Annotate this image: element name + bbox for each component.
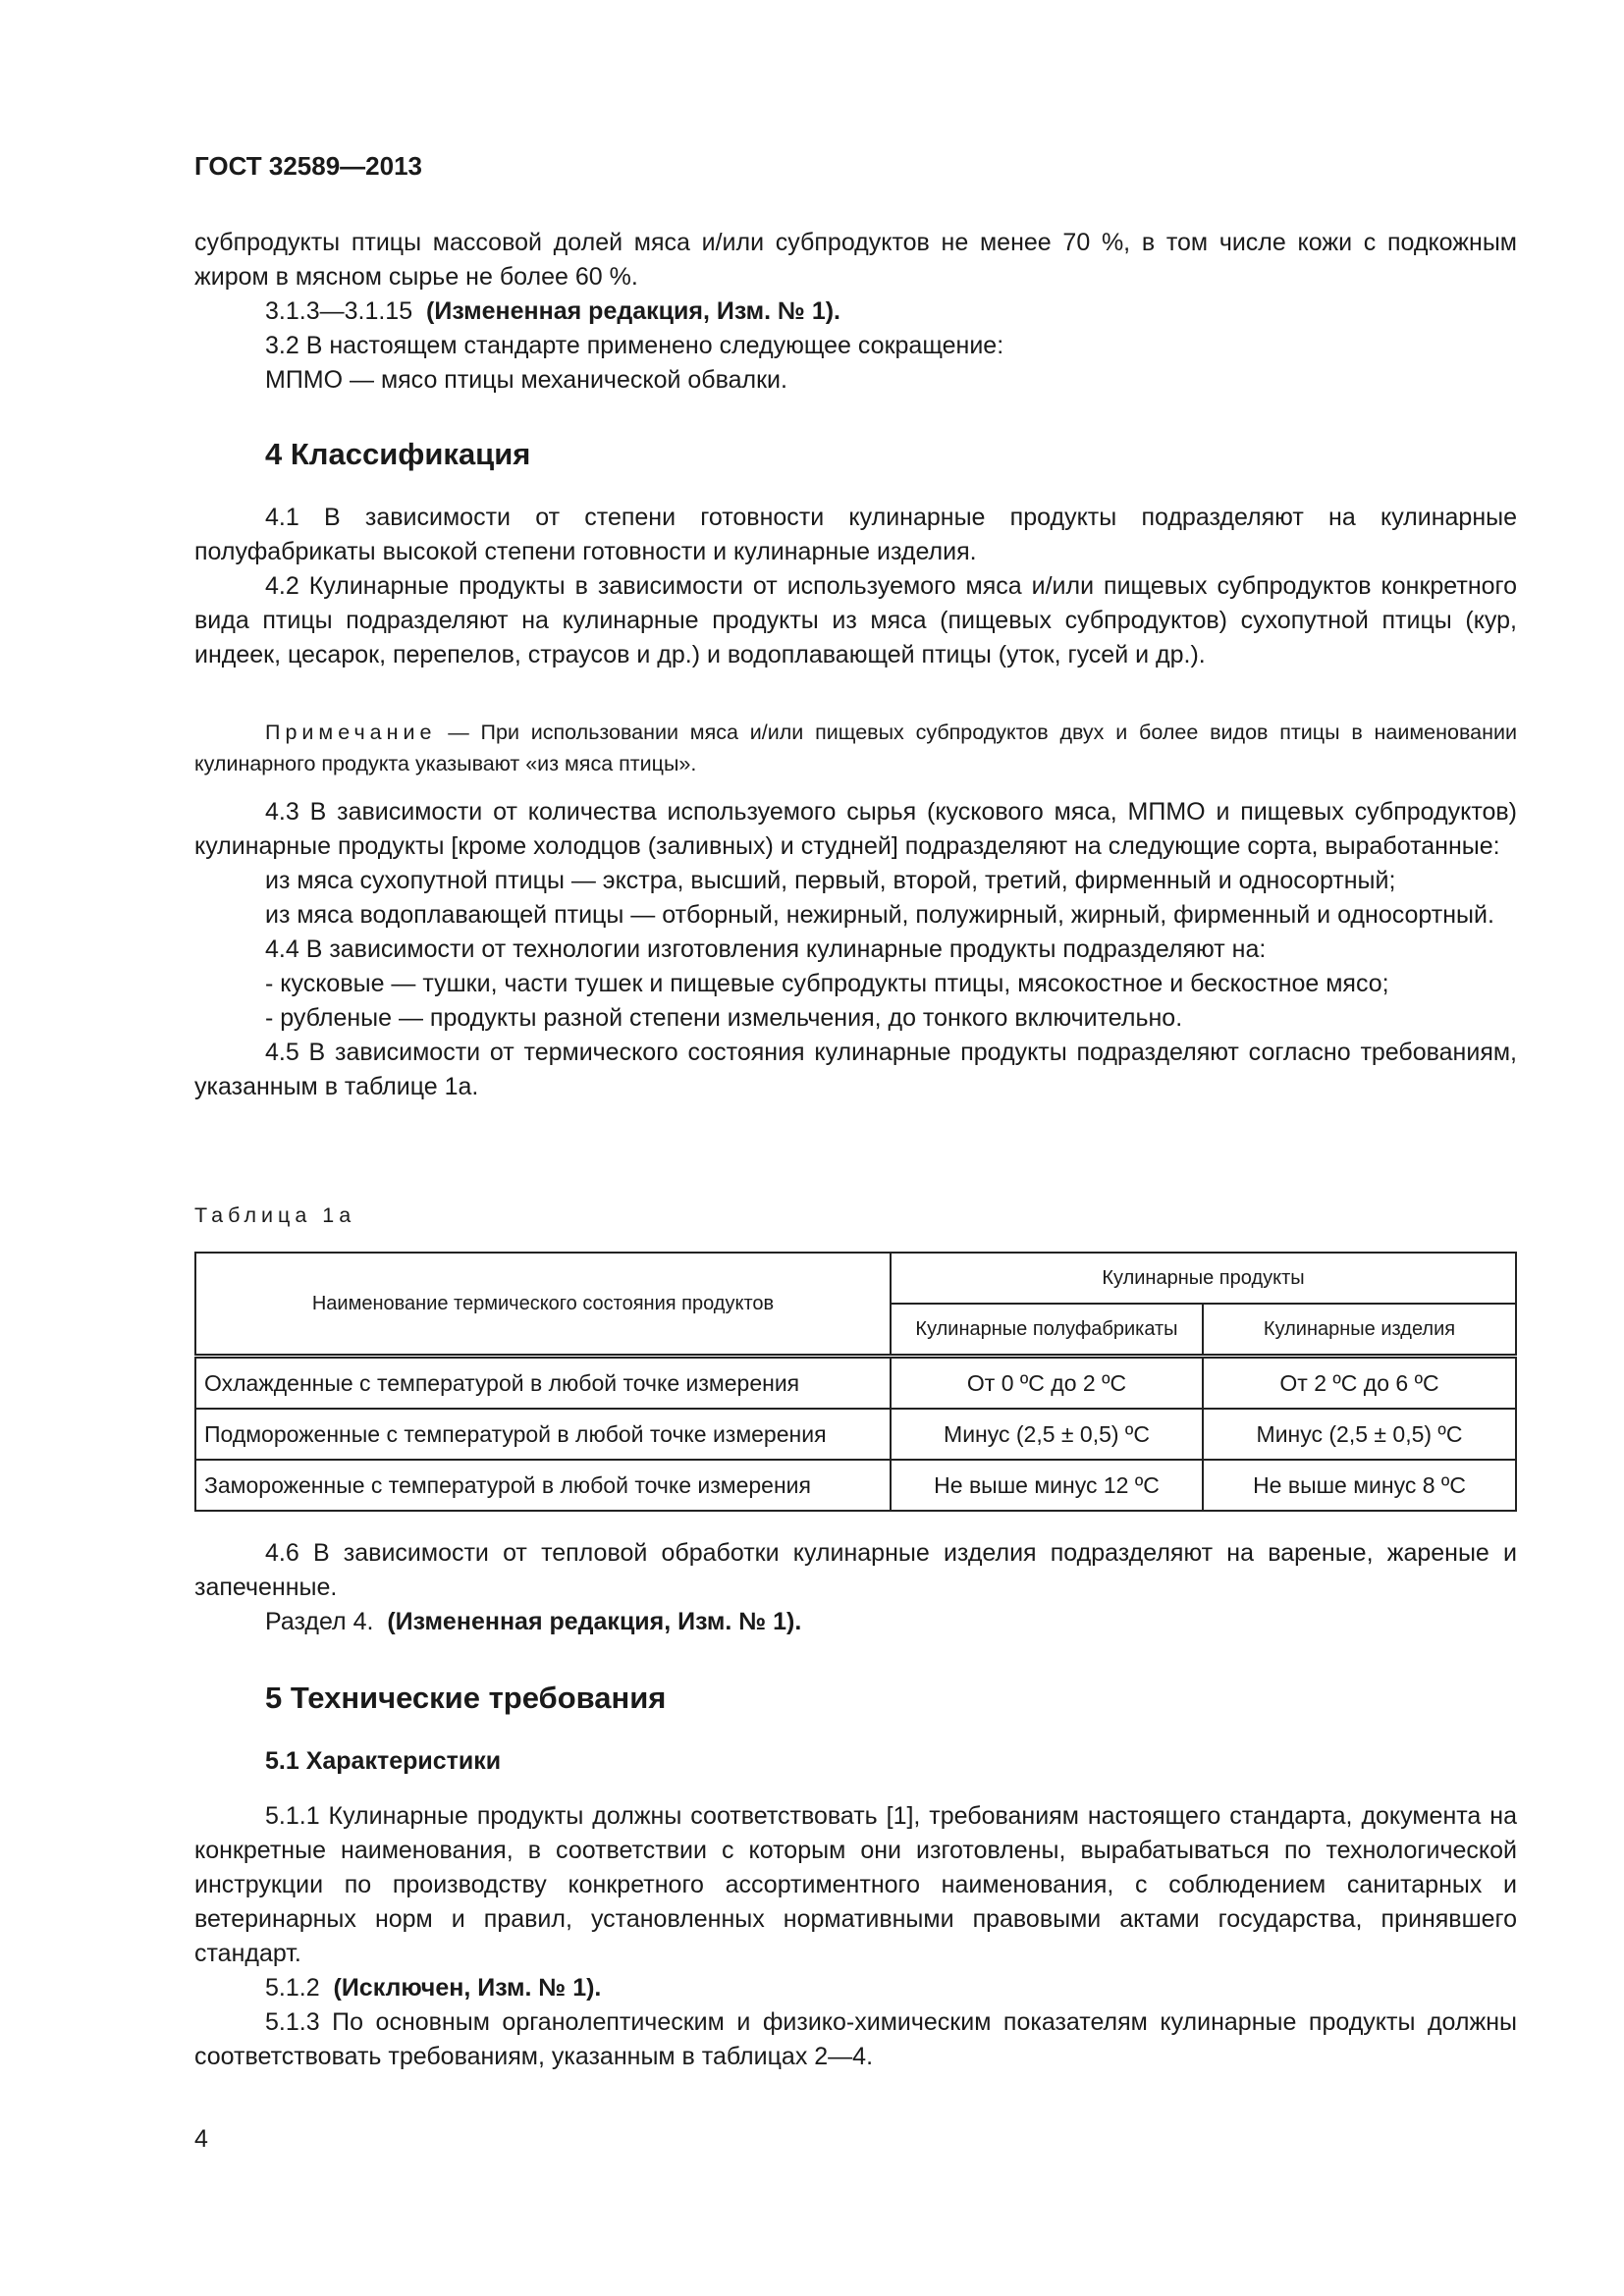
note	[194, 717, 1517, 779]
table-row	[195, 1460, 1516, 1511]
table-1a	[194, 1252, 1517, 1512]
paragraph	[194, 1971, 1517, 2005]
table-cell: Замороженные с температурой в любой точке измерения	[195, 1460, 891, 1511]
section-5-body	[194, 1799, 1517, 2074]
table-cell: Подмороженные с температурой в любой точке измерения	[195, 1409, 891, 1460]
paragraph: из мяса водоплавающей птицы — отборный, нежирный, полужирный, жирный, фирменный и односортный.	[265, 901, 1494, 929]
table-caption-wrap	[194, 1200, 1517, 1231]
paragraph: 4.4 В зависимости от технологии изготовления кулинарные продукты подразделяют на:	[265, 935, 1267, 963]
note-label: Примечание	[265, 721, 437, 744]
section-4-body	[194, 501, 1517, 672]
section-heading: 5 Технические требования	[265, 1681, 667, 1715]
section-4-heading-wrap	[194, 437, 1517, 472]
section-heading: 4 Классификация	[265, 437, 531, 471]
paragraph: 4.3 В зависимости от количества используемого сырья (кускового мяса, МПМО и пищевых субпродуктов) кулинарные продукты [кроме холодцов (заливных) и студней] подразделяют на следующие сорта, выработанные:	[194, 798, 1517, 860]
column-header: Наименование термического состояния продуктов	[195, 1253, 891, 1357]
column-group-header: Кулинарные продукты	[891, 1253, 1516, 1304]
amendment-note: (Измененная редакция, Изм. № 1).	[387, 1608, 802, 1635]
note-body: — При использовании мяса и/или пищевых субпродуктов двух и более видов птицы в наименовании кулинарного продукта указывают «из мяса птицы».	[194, 721, 1517, 775]
table-row	[195, 1357, 1516, 1410]
page-number: 4	[194, 2125, 208, 2153]
clause-number: 5.1.2	[265, 1974, 320, 2002]
paragraph: 5.1.3 По основным органолептическим и физико-химическим показателям кулинарные продукты должны соответствовать требованиям, указанным в таблицах 2—4.	[194, 2008, 1517, 2070]
paragraph: 4.1 В зависимости от степени готовности кулинарные продукты подразделяют на кулинарные полуфабрикаты высокой степени готовности и кулинарные изделия.	[194, 504, 1517, 565]
subsection-heading-wrap	[194, 1747, 1517, 1776]
table-cell: Минус (2,5 ± 0,5) ºС	[891, 1409, 1203, 1460]
paragraph: 3.2 В настоящем стандарте применено следующее сокращение:	[265, 332, 1004, 359]
paragraph: субпродукты птицы массовой долей мяса и/или субпродуктов не менее 70 %, в том числе кожи с подкожным жиром в мясном сырье не более 60 %.	[194, 229, 1517, 291]
paragraph	[194, 1605, 1517, 1639]
table-row	[195, 1409, 1516, 1460]
table-cell: Минус (2,5 ± 0,5) ºС	[1203, 1409, 1516, 1460]
clause-number: 3.1.3—3.1.15	[265, 297, 413, 325]
paragraph: МПМО — мясо птицы механической обвалки.	[265, 366, 787, 394]
column-header: Кулинарные полуфабрикаты	[891, 1304, 1203, 1357]
table-cell: Не выше минус 8 ºС	[1203, 1460, 1516, 1511]
subsection-heading: 5.1 Характеристики	[265, 1747, 502, 1775]
paragraph	[194, 294, 1517, 329]
table-cell: Охлажденные с температурой в любой точке измерения	[195, 1357, 891, 1410]
amendment-note: (Исключен, Изм. № 1).	[333, 1974, 602, 2002]
table-cell: От 0 ºС до 2 ºС	[891, 1357, 1203, 1410]
column-header: Кулинарные изделия	[1203, 1304, 1516, 1357]
paragraph: - рубленые — продукты разной степени измельчения, до тонкого включительно.	[265, 1004, 1183, 1032]
amendment-note: (Измененная редакция, Изм. № 1).	[426, 297, 840, 325]
section-4-body-2	[194, 795, 1517, 1104]
footer	[194, 2122, 1517, 2157]
table-cell: От 2 ºС до 6 ºС	[1203, 1357, 1516, 1410]
document-header	[194, 149, 1517, 184]
paragraph: 4.2 Кулинарные продукты в зависимости от используемого мяса и/или пищевых субпродуктов конкретного вида птицы подразделяют на кулинарные продукты из мяса (пищевых субпродуктов) сухопутной птицы (кур, индеек, цесарок, перепелов, страусов и др.) и водоплавающей птицы (уток, гусей и др.).	[194, 572, 1517, 668]
note-text	[194, 717, 1517, 779]
paragraph: 4.6 В зависимости от тепловой обработки кулинарные изделия подразделяют на вареные, жареные и запеченные.	[194, 1539, 1517, 1601]
paragraph: из мяса сухопутной птицы — экстра, высший, первый, второй, третий, фирменный и односортный;	[265, 867, 1396, 894]
table-caption: Таблица 1а	[194, 1203, 356, 1227]
paragraph: - кусковые — тушки, части тушек и пищевые субпродукты птицы, мясокостное и бескостное мясо;	[265, 970, 1389, 997]
standard-number: ГОСТ 32589—2013	[194, 151, 422, 181]
paragraph: 4.5 В зависимости от термического состояния кулинарные продукты подразделяют согласно требованиям, указанным в таблице 1а.	[194, 1039, 1517, 1100]
section-5-heading-wrap	[194, 1681, 1517, 1716]
table-cell: Не выше минус 12 ºС	[891, 1460, 1203, 1511]
table-header-row	[195, 1253, 1516, 1304]
paragraph: 5.1.1 Кулинарные продукты должны соответствовать [1], требованиям настоящего стандарта, документа на конкретные наименования, в соответствии с которым они изготовлены, вырабатываться по технологической инструкции по производству конкретного ассортиментного наименования, с соблюдением санитарных и ветеринарных норм и правил, установленных нормативными правовыми актами государства, принявшего стандарт.	[194, 1802, 1517, 1967]
intro-section	[194, 226, 1517, 398]
clause-number: Раздел 4.	[265, 1608, 374, 1635]
section-4-body-3	[194, 1536, 1517, 1639]
